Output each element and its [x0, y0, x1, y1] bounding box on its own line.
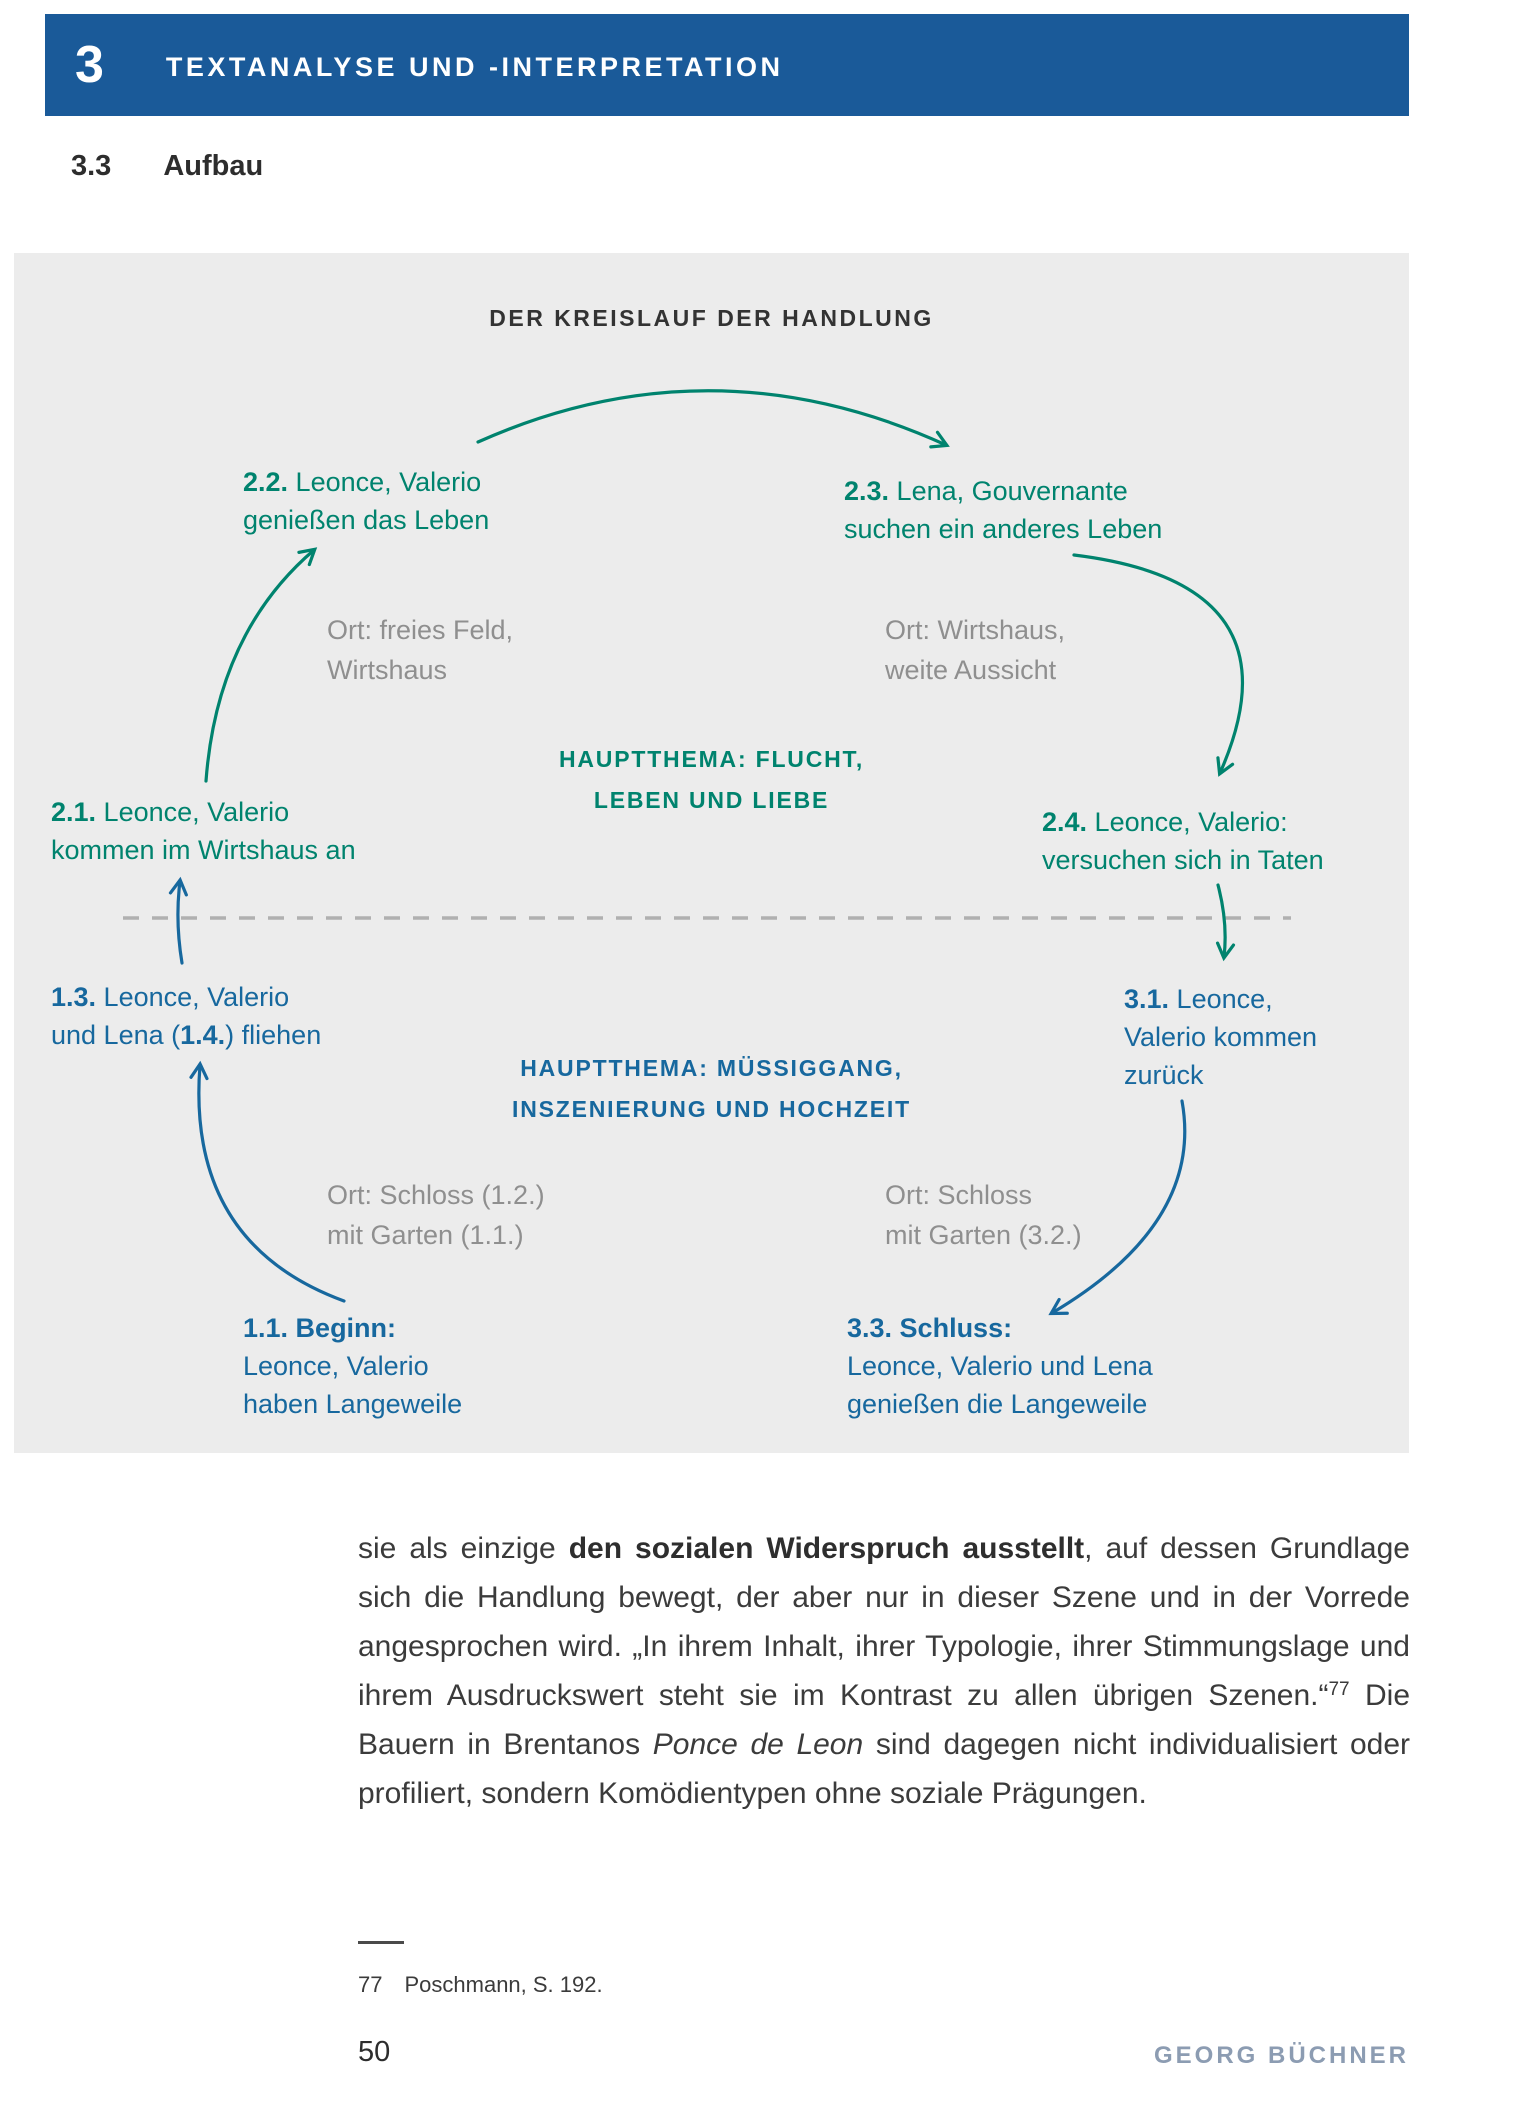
- node-line: haben Langeweile: [243, 1389, 463, 1419]
- node-line: [844, 472, 1162, 510]
- chapter-number: 3: [75, 36, 104, 94]
- theme-line: HAUPTTHEMA: MÜSSIGGANG,: [520, 1055, 903, 1081]
- node-line: Valerio kommen: [1124, 1022, 1318, 1052]
- chapter-title: TEXTANALYSE UND -INTERPRETATION: [165, 52, 784, 82]
- node-line: [243, 463, 489, 501]
- node-3-3: [847, 1309, 1153, 1423]
- work-title-italic: Ponce de Leon: [652, 1728, 864, 1761]
- ort-label-2-2: [327, 610, 513, 690]
- node-line: [51, 978, 321, 1016]
- ort-line: mit Garten (1.1.): [327, 1220, 524, 1250]
- main-theme-bottom: [14, 1048, 1409, 1130]
- ort-line: mit Garten (3.2.): [885, 1220, 1082, 1250]
- arrow-1-3-to-2-1: [178, 881, 182, 963]
- diagram-title: DER KREISLAUF DER HANDLUNG: [489, 305, 934, 331]
- ort-label-1-1: [327, 1175, 545, 1255]
- page-number: 50: [358, 2036, 391, 2068]
- node-1-1: [243, 1309, 462, 1423]
- node-number: 2.1.: [51, 797, 97, 827]
- node-title: Schluss:: [892, 1313, 1013, 1343]
- main-theme-top: [14, 739, 1409, 821]
- node-line: genießen das Leben: [243, 505, 490, 535]
- node-text: Leonce, Valerio: [96, 982, 290, 1012]
- node-line: versuchen sich in Taten: [1042, 845, 1324, 875]
- ort-line: Ort: Wirtshaus,: [885, 615, 1066, 645]
- footnote-text: Poschmann, S. 192.: [404, 1972, 603, 1997]
- node-text: Leonce, Valerio: [96, 797, 290, 827]
- node-number: 1.4.: [180, 1020, 226, 1050]
- arrow-2-4-to-3-1: [1218, 885, 1225, 957]
- node-line: Leonce, Valerio: [243, 1351, 429, 1381]
- node-text: Leonce, Valerio: [288, 467, 482, 497]
- ort-label-3-3: [885, 1175, 1082, 1255]
- node-1-3: [51, 978, 321, 1054]
- paragraph-text: sie als einzige: [358, 1532, 569, 1565]
- ort-line: Ort: freies Feld,: [327, 615, 514, 645]
- paragraph-text: Die Bauern in Brentanos: [358, 1679, 1410, 1761]
- body-paragraph: [358, 1524, 1410, 1818]
- theme-line: INSZENIERUNG UND HOCHZEIT: [512, 1096, 911, 1122]
- node-2-3: [844, 472, 1162, 548]
- ort-label-2-3: [885, 610, 1065, 690]
- ort-line: Wirtshaus: [327, 655, 448, 685]
- node-text: und Lena (: [51, 1020, 181, 1050]
- paragraph-text: , auf dessen Grundlage sich die Handlung bewegt, der aber nur in dieser Szene und in der Vorrede angesprochen wird. „In ihrem Inhalt, ihrer Typologie, ihrer Stimmungslage und ihrem Ausdruckswert steht sie im Kontrast zu allen übrigen Szenen.“: [358, 1532, 1410, 1712]
- ort-line: weite Aussicht: [885, 655, 1057, 685]
- running-footer-author: GEORG BÜCHNER: [1153, 2042, 1409, 2069]
- section-number: 3.3: [71, 150, 112, 182]
- plot-cycle-diagram: [14, 253, 1409, 1453]
- node-line: [243, 1309, 462, 1347]
- theme-line: HAUPTTHEMA: FLUCHT,: [558, 746, 865, 772]
- node-line: [847, 1309, 1153, 1347]
- footnote-number: 77: [358, 1972, 383, 1997]
- section-title: Aufbau: [163, 150, 264, 182]
- arrow-2-2-to-2-3: [478, 391, 946, 445]
- ort-line: Ort: Schloss (1.2.): [327, 1180, 545, 1210]
- node-number: 2.3.: [844, 476, 890, 506]
- node-line: suchen ein anderes Leben: [844, 514, 1163, 544]
- node-title: Beginn:: [288, 1313, 397, 1343]
- node-number: 3.3.: [847, 1313, 893, 1343]
- node-line: zurück: [1124, 1060, 1204, 1090]
- node-number: 1.1.: [243, 1313, 289, 1343]
- node-line: genießen die Langeweile: [847, 1389, 1148, 1419]
- node-number: 3.1.: [1124, 984, 1170, 1014]
- chapter-header-bar: [45, 14, 1409, 116]
- node-text: Lena, Gouvernante: [889, 476, 1128, 506]
- node-line: [1124, 980, 1317, 1018]
- node-number: 2.2.: [243, 467, 289, 497]
- node-line: Leonce, Valerio und Lena: [847, 1351, 1153, 1381]
- node-text: Leonce, Valerio:: [1087, 807, 1288, 837]
- footnote-reference: 77: [1328, 1679, 1350, 1700]
- section-heading: [71, 150, 263, 183]
- paragraph-bold-text: den sozialen Widerspruch ausstellt: [568, 1532, 1085, 1565]
- node-number: 2.4.: [1042, 807, 1088, 837]
- node-2-2: [243, 463, 489, 539]
- node-text: ) fliehen: [225, 1020, 322, 1050]
- paragraph-text: sind dagegen nicht individualisiert oder profiliert, sondern Komödientypen ohne soziale Prägungen.: [358, 1728, 1411, 1810]
- node-line: kommen im Wirtshaus an: [51, 835, 356, 865]
- theme-line: LEBEN UND LIEBE: [593, 787, 830, 813]
- ort-line: Ort: Schloss: [885, 1180, 1033, 1210]
- footnote: [358, 1972, 603, 1998]
- footnote-divider: [358, 1941, 404, 1944]
- node-text: Leonce,: [1169, 984, 1273, 1014]
- node-number: 1.3.: [51, 982, 97, 1012]
